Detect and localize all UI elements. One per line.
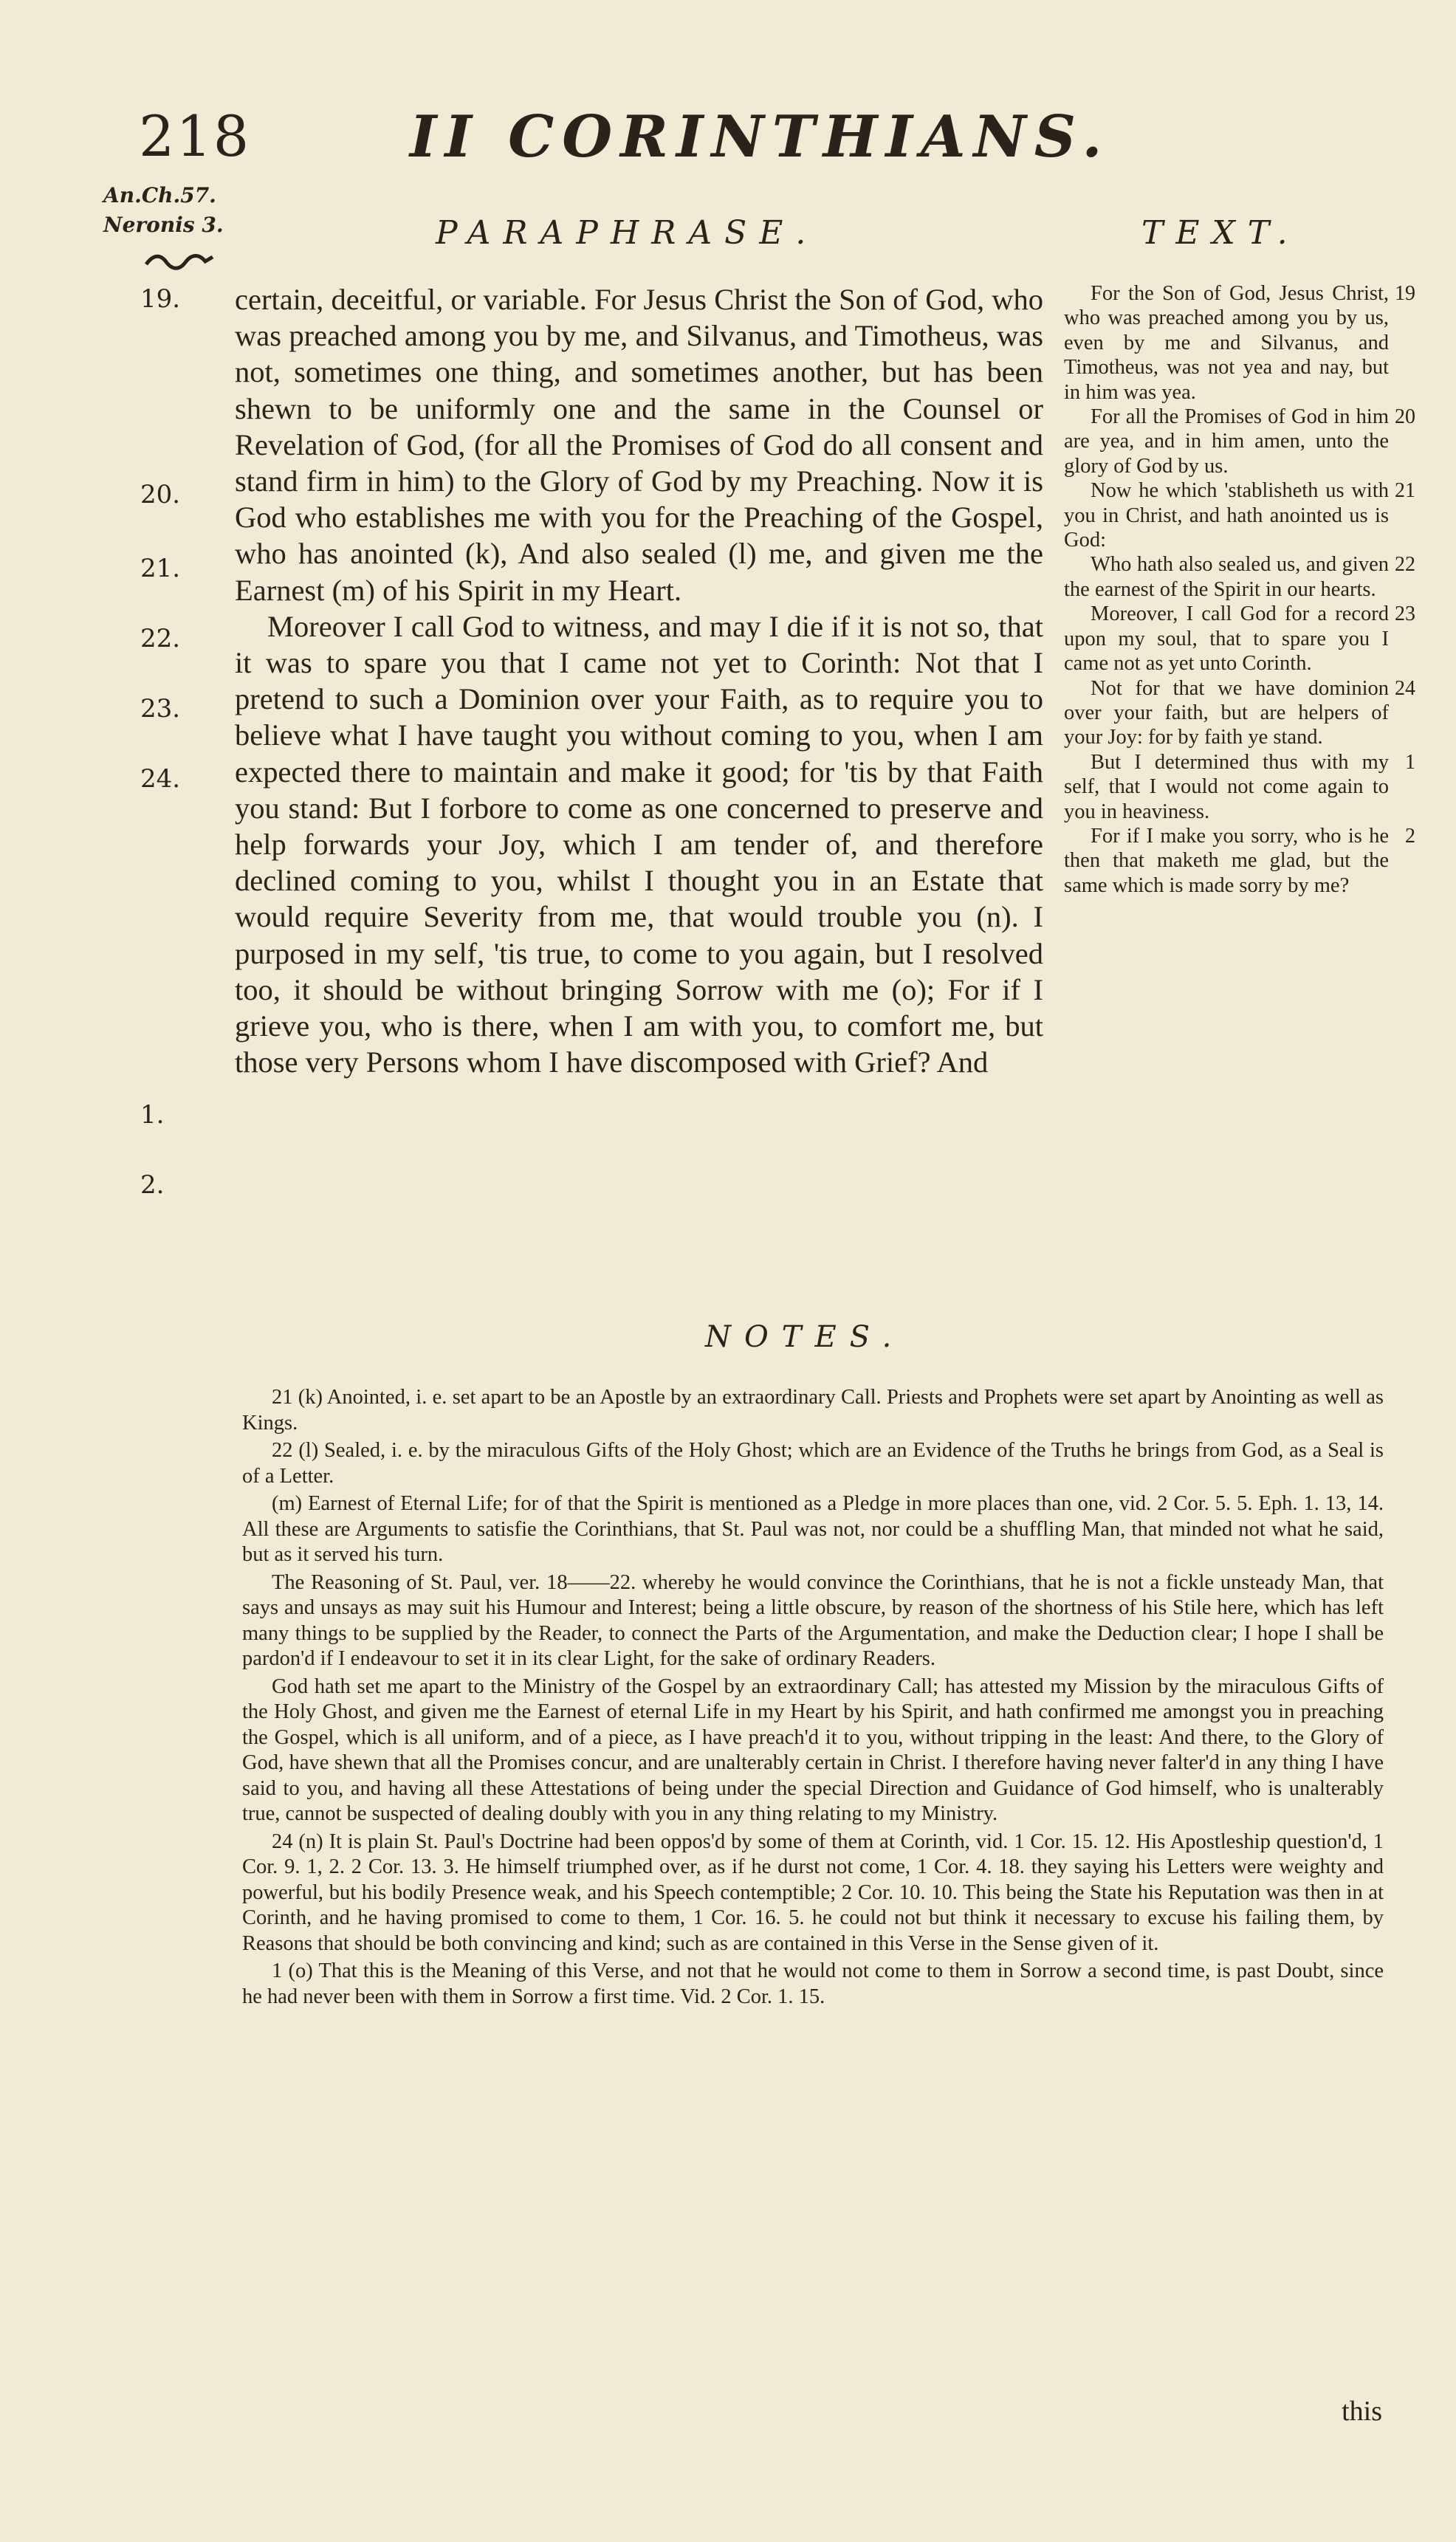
- text-verse-number: 1: [1405, 750, 1415, 774]
- text-verse: [1064, 552, 1415, 602]
- catchword: this: [1342, 2396, 1382, 2427]
- text-verse: [1064, 676, 1415, 750]
- text-verse-body: Not for that we have dominion over your faith, but are helpers of your Joy: for by faith ye stand.: [1064, 676, 1389, 749]
- text-heading: TEXT.: [1141, 214, 1300, 252]
- text-verse-number: 20: [1395, 405, 1415, 429]
- notes-heading: NOTES.: [705, 1320, 905, 1354]
- text-verse-body: For if I make you sorry, who is he then that maketh me glad, but the same which is made sorry by me?: [1064, 824, 1389, 897]
- verse-number: 2.: [140, 1170, 165, 1200]
- chronology-year: An.Ch.57.: [103, 183, 216, 207]
- text-verse: [1064, 478, 1415, 552]
- text-verse-number: 2: [1405, 824, 1415, 848]
- running-title: II CORINTHIANS.: [410, 103, 1110, 171]
- note-paragraph: 1 (o) That this is the Meaning of this Verse, and not that he would not come to them in Sorrow a second time, is past Doubt, since he had never been with them in Sorrow a first time. Vid. 2 Cor. 1. 15.: [242, 1959, 1384, 2008]
- flourish-ornament-icon: [145, 251, 215, 272]
- text-verse-body: For all the Promises of God in him are yea, and in him amen, unto the glory of God by us.: [1064, 405, 1389, 478]
- text-verse-body: Who hath also sealed us, and given the earnest of the Spirit in our hearts.: [1064, 553, 1389, 601]
- chronology-margin: [103, 181, 224, 240]
- chronology-reign: Neronis 3.: [103, 213, 224, 237]
- text-verse: [1064, 281, 1415, 405]
- text-verse-body: For the Son of God, Jesus Christ, who was preached among you by us, even by me and Silvanus, and Timotheus, was not yea and nay, but in him was yea.: [1064, 282, 1389, 404]
- text-verse: [1064, 824, 1415, 898]
- page-number: 218: [139, 103, 251, 169]
- verse-number: 20.: [140, 480, 181, 509]
- text-verse-number: 24: [1395, 676, 1415, 700]
- text-verse: [1064, 602, 1415, 676]
- text-verse-body: Moreover, I call God for a record upon my soul, that to spare you I came not as yet unto Corinth.: [1064, 602, 1389, 676]
- paraphrase-paragraph: certain, deceitful, or variable. For Jesus Christ the Son of God, who was preached among you by me, and Silvanus, and Timotheus, was not, sometimes one thing, and sometimes another, but has been shewn to be uniformly one and the same in the Counsel or Revelation of God, (for all the Promises of God do all consent and stand firm in him) to the Glory of God by my Preaching. Now it is God who establishes me with you for the Preaching of the Gospel, who has anointed (k), And also sealed (l) me, and given me the Earnest (m) of his Spirit in my Heart.: [235, 283, 1043, 607]
- text-verse-number: 23: [1395, 602, 1415, 626]
- notes-section: [242, 1385, 1384, 2012]
- text-verse-number: 19: [1395, 282, 1415, 305]
- verse-number: 23.: [140, 694, 181, 724]
- text-verse: [1064, 405, 1415, 478]
- text-verse-number: 21: [1395, 479, 1415, 503]
- text-column: [1064, 281, 1415, 898]
- paraphrase-column: [235, 281, 1043, 1080]
- note-paragraph: 22 (l) Sealed, i. e. by the miraculous Gifts of the Holy Ghost; which are an Evidence of the Truths he brings from God, as a Seal is of a Letter.: [242, 1439, 1384, 1488]
- verse-number: 21.: [140, 554, 181, 583]
- paraphrase-heading: PARAPHRASE.: [436, 214, 819, 252]
- text-verse-body: Now he which 'stablisheth us with you in Christ, and hath anointed us is God:: [1064, 479, 1389, 552]
- note-paragraph: 21 (k) Anointed, i. e. set apart to be an Apostle by an extraordinary Call. Priests and Prophets were set apart by Anointing as well as Kings.: [242, 1386, 1384, 1435]
- note-paragraph: (m) Earnest of Eternal Life; for of that the Spirit is mentioned as a Pledge in more places than one, vid. 2 Cor. 5. 5. Eph. 1. 13, 14. All these are Arguments to satisfie the Corinthians, that St. Paul was not, nor could be a shuffling Man, that minded not what he said, but as it served his turn.: [242, 1492, 1384, 1566]
- note-paragraph: God hath set me apart to the Ministry of the Gospel by an extraordinary Call; has attested my Mission by the miraculous Gifts of the Holy Ghost, and given me the Earnest of eternal Life in my Heart by his Spirit, and hath confirmed me amongst you in preaching the Gospel, which is all uniform, and of a piece, as I have preach'd it to you, without tripping in the least: And there, to the Glory of God, have shewn that all the Promises concur, and are unalterably certain in Christ. I therefore having never falter'd in any thing I have said to you, and having all these Attestations of being under the special Direction and Guidance of God himself, who is unalterably true, cannot be suspected of dealing doubly with you in any thing relating to my Ministry.: [242, 1674, 1384, 1825]
- note-paragraph: The Reasoning of St. Paul, ver. 18——22. whereby he would convince the Corinthians, that he is not a fickle unsteady Man, that says and unsays as may suit his Humour and Interest; being a little obscure, by reason of the shortness of his Stile here, which has left many things to be supplied by the Reader, to connect the Parts of the Argumentation, and make the Deduction clear; I hope I shall be pardon'd if I endeavour to set it in its clear Light, for the sake of ordinary Readers.: [242, 1570, 1384, 1670]
- text-verse: [1064, 750, 1415, 824]
- verse-number: 19.: [140, 284, 181, 314]
- text-verse-body: But I determined thus with my self, that I would not come again to you in heaviness.: [1064, 750, 1389, 823]
- text-verse-number: 22: [1395, 553, 1415, 577]
- verse-number: 24.: [140, 764, 181, 794]
- verse-number: 1.: [140, 1100, 165, 1130]
- note-paragraph: 24 (n) It is plain St. Paul's Doctrine had been oppos'd by some of them at Corinth, vid. 1 Cor. 15. 12. His Apostleship question'd, 1 Cor. 9. 1, 2. 2 Cor. 13. 3. He himself triumphed over, as if he durst not come, 1 Cor. 4. 18. they saying his Letters were weighty and powerful, but his bodily Presence weak, and his Speech contemptible; 2 Cor. 10. 10. This being the State his Reputation was then in at Corinth, and he having promised to come to them, 1 Cor. 16. 5. he could not but think it necessary to excuse his failing them, by Reasons that should be both convincing and kind; such as are contained in this Verse in the Sense given of it.: [242, 1830, 1384, 1955]
- verse-number: 22.: [140, 624, 181, 653]
- paraphrase-paragraph: Moreover I call God to witness, and may I die if it is not so, that it was to spare you that I came not yet to Corinth: Not that I pretend to such a Dominion over your Faith, as to require you to believe what I have taught you without coming to you, when I am expected there to maintain and make it good; for 'tis by that Faith you stand: But I forbore to come as one concerned to preserve and help forwards your Joy, which I am tender of, and therefore declined coming to you, whilst I thought you in an Estate that would require Severity from me, that would trouble you (n). I purposed in my self, 'tis true, to come to you again, but I resolved too, it should be without bringing Sorrow with me (o); For if I grieve you, who is there, when I am with you, to comfort me, but those very Persons whom I have discomposed with Grief? And: [235, 609, 1043, 1079]
